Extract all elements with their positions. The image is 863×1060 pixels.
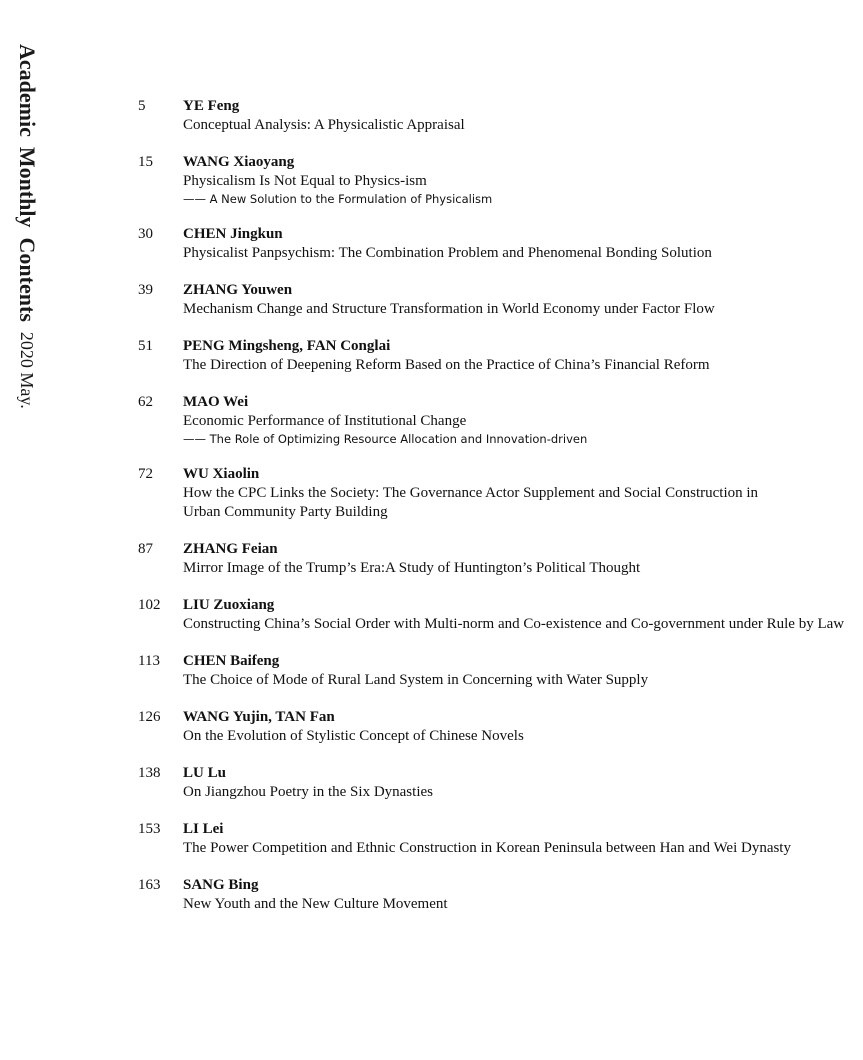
article-author: PENG Mingsheng, FAN Conglai xyxy=(183,338,391,354)
article-author: LU Lu xyxy=(183,765,226,781)
page-number: 72 xyxy=(138,466,153,482)
page-number: 102 xyxy=(138,597,161,613)
toc-entry[interactable] xyxy=(138,764,848,802)
article-author: CHEN Jingkun xyxy=(183,226,283,242)
toc-entry[interactable] xyxy=(138,225,848,263)
page-number: 163 xyxy=(138,877,161,893)
article-title[interactable]: On the Evolution of Stylistic Concept of Chinese Novels xyxy=(183,728,524,744)
journal-spine-title xyxy=(16,44,38,409)
article-title[interactable]: Physicalist Panpsychism: The Combination Problem and Phenomenal Bonding Solution xyxy=(183,245,712,261)
page-number: 15 xyxy=(138,154,153,170)
issue-date: 2020 May. xyxy=(17,331,37,409)
journal-name-word-1: Academic xyxy=(15,44,40,137)
article-author: CHEN Baifeng xyxy=(183,653,280,669)
article-title[interactable]: Constructing China’s Social Order with Multi-norm and Co-existence and Co-government under Rule by Law xyxy=(183,616,845,632)
contents-heading: Contents xyxy=(15,237,40,322)
article-title[interactable]: Mechanism Change and Structure Transformation in World Economy under Factor Flow xyxy=(183,301,715,317)
page-number: 153 xyxy=(138,821,161,837)
article-title[interactable]: Conceptual Analysis: A Physicalistic Appraisal xyxy=(183,117,465,133)
article-author: WANG Xiaoyang xyxy=(183,154,295,170)
page-number: 39 xyxy=(138,282,153,298)
article-title[interactable]: Economic Performance of Institutional Change xyxy=(183,413,467,429)
article-title[interactable]: New Youth and the New Culture Movement xyxy=(183,896,448,912)
article-author: SANG Bing xyxy=(183,877,259,893)
toc-entry[interactable] xyxy=(138,393,848,447)
article-subtitle: —— A New Solution to the Formulation of Physicalism xyxy=(183,192,493,206)
page-number: 30 xyxy=(138,226,153,242)
toc-entry[interactable] xyxy=(138,281,848,319)
article-author: LI Lei xyxy=(183,821,224,837)
toc-entry[interactable] xyxy=(138,652,848,690)
article-title[interactable]: Mirror Image of the Trump’s Era:A Study of Huntington’s Political Thought xyxy=(183,560,641,576)
toc-entry[interactable] xyxy=(138,153,848,207)
article-author: YE Feng xyxy=(183,98,240,114)
toc-entry[interactable] xyxy=(138,708,848,746)
table-of-contents xyxy=(138,97,848,932)
toc-entry[interactable] xyxy=(138,97,848,135)
page-number: 62 xyxy=(138,394,153,410)
toc-entry[interactable] xyxy=(138,820,848,858)
article-author: WANG Yujin, TAN Fan xyxy=(183,709,335,725)
page-number: 5 xyxy=(138,98,146,114)
toc-entry[interactable] xyxy=(138,540,848,578)
article-title[interactable]: How the CPC Links the Society: The Governance Actor Supplement and Social Construction in Urban Community Party Building xyxy=(183,485,759,520)
article-author: MAO Wei xyxy=(183,394,249,410)
toc-entry[interactable] xyxy=(138,337,848,375)
article-title[interactable]: Physicalism Is Not Equal to Physics-ism xyxy=(183,173,427,189)
article-title[interactable]: The Direction of Deepening Reform Based on the Practice of China’s Financial Reform xyxy=(183,357,710,373)
article-author: ZHANG Youwen xyxy=(183,282,293,298)
article-title[interactable]: The Choice of Mode of Rural Land System in Concerning with Water Supply xyxy=(183,672,649,688)
toc-entry[interactable] xyxy=(138,465,848,522)
article-title[interactable]: On Jiangzhou Poetry in the Six Dynasties xyxy=(183,784,433,800)
page-number: 51 xyxy=(138,338,153,354)
toc-entry[interactable] xyxy=(138,876,848,914)
article-title[interactable]: The Power Competition and Ethnic Construction in Korean Peninsula between Han and Wei Dynasty xyxy=(183,840,791,856)
page-number: 126 xyxy=(138,709,161,725)
article-author: LIU Zuoxiang xyxy=(183,597,275,613)
article-subtitle: —— The Role of Optimizing Resource Allocation and Innovation-driven xyxy=(183,432,588,446)
page-number: 87 xyxy=(138,541,153,557)
article-author: ZHANG Feian xyxy=(183,541,278,557)
journal-name-word-2: Monthly xyxy=(15,146,40,228)
toc-entry[interactable] xyxy=(138,596,848,634)
page-number: 138 xyxy=(138,765,161,781)
page-number: 113 xyxy=(138,653,160,669)
article-author: WU Xiaolin xyxy=(183,466,260,482)
